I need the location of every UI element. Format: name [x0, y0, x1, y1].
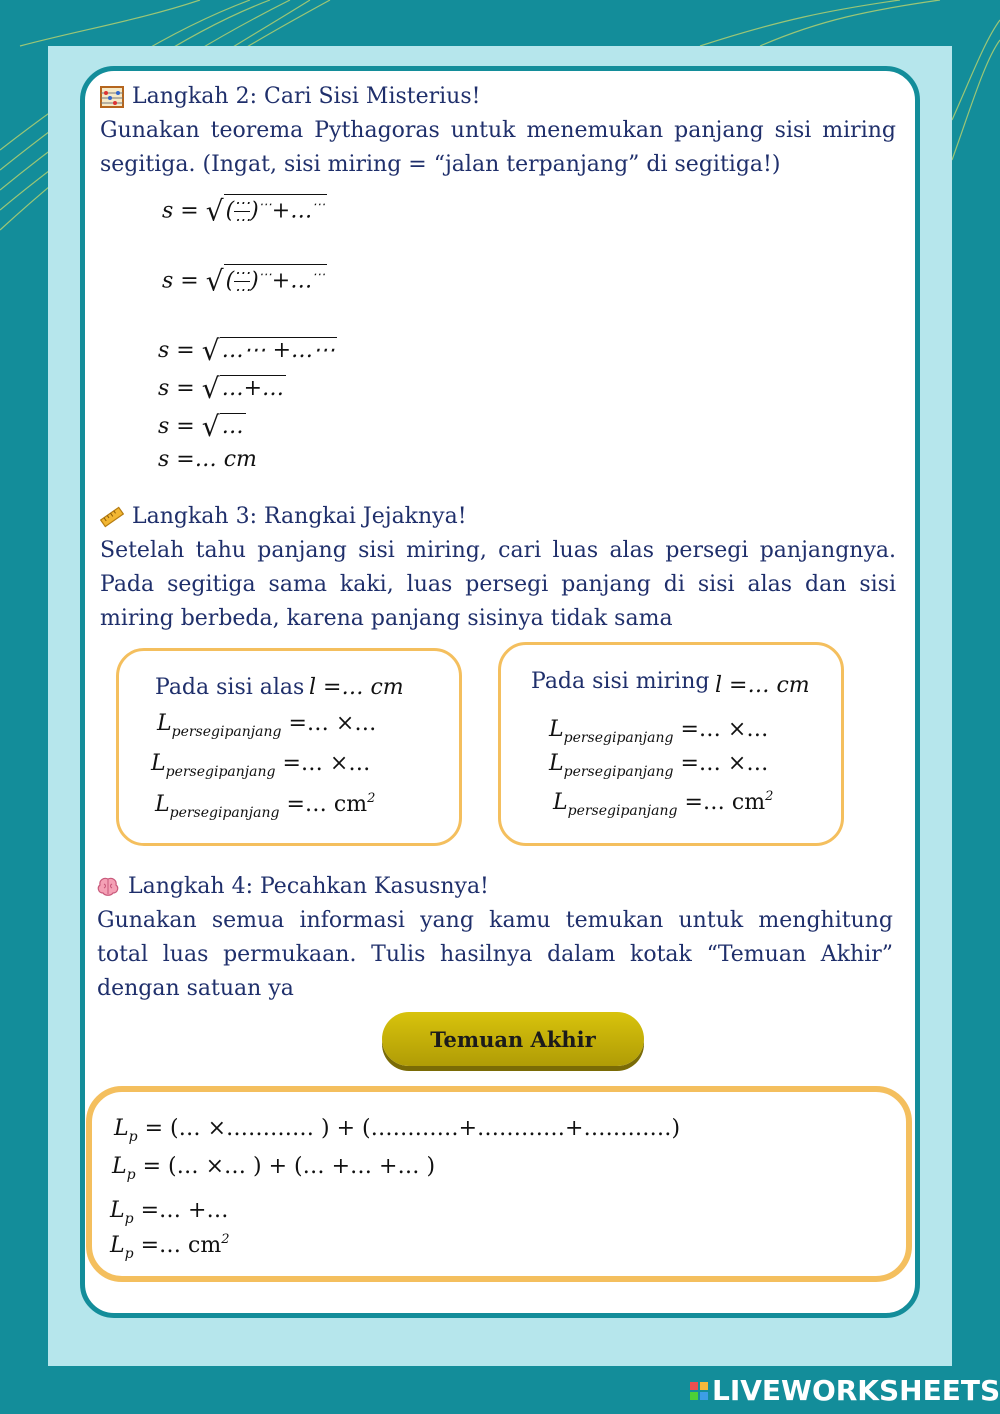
subscript: persegipanjang [563, 764, 674, 780]
eq-s-5: s = √… [158, 410, 244, 443]
brain-icon [96, 875, 120, 899]
box-right-length: l =… cm [715, 673, 810, 698]
box-left-line3-value: =… cm [286, 792, 368, 817]
step3-heading [100, 504, 467, 529]
box-right-label: Pada sisi miring [531, 669, 710, 694]
subscript: persegipanjang [165, 764, 276, 780]
final-line4: $L_p$ =… $cm^2$ [110, 1232, 230, 1262]
final-answer-box[interactable] [86, 1086, 912, 1282]
step4-title: Langkah 4: Pecahkan Kasusnya! [128, 874, 489, 899]
box-right-line1-value: =… ×… [680, 717, 769, 742]
step2-text: Gunakan teorema Pythagoras untuk menemukan panjang sisi miring segitiga. (Ingat, sisi miring = “jalan terpanjang” di segitiga!) [100, 118, 896, 177]
ruler-icon [100, 505, 124, 529]
abacus-icon [100, 85, 124, 109]
final-line3-value: =… +… [140, 1198, 229, 1223]
eq-s-4-radicand: …+… [221, 376, 285, 401]
subscript: persegipanjang [171, 724, 282, 740]
liveworksheets-logo [690, 1374, 1000, 1407]
box-left-line2: $L_{persegipanjang}$ =… ×… [151, 751, 371, 780]
box-left-line2-value: =… ×… [282, 751, 371, 776]
final-line4-value: =… cm [140, 1233, 222, 1258]
box-left-line3: $L_{persegipanjang}$ =… $cm^2$ [155, 791, 376, 821]
final-line3: $L_p$ =… +… [110, 1198, 229, 1227]
eq-s-3-radicand: …⋯ +…⋯ [221, 338, 336, 363]
step3-text: Setelah tahu panjang sisi miring, cari luas alas persegi panjangnya. Pada segitiga sama kaki, luas persegi panjang di sisi alas dan sisi miring berbeda, karena panjang sisinya tidak sama [100, 538, 896, 631]
eq-s-2: s = √( $\frac{\cdots}{\cdots}$ )⋯+…⋯ [162, 263, 326, 299]
subscript: persegipanjang [169, 805, 280, 821]
subscript: persegipanjang [567, 803, 678, 819]
box-right-line3: $L_{persegipanjang}$ =… $cm^2$ [553, 789, 774, 819]
step2-title: Langkah 2: Cari Sisi Misterius! [132, 84, 481, 109]
box-left-line1-value: =… ×… [288, 711, 377, 736]
box-sisi-alas [116, 648, 462, 846]
step4-text: Gunakan semua informasi yang kamu temukan untuk menghitung total luas permukaan. Tulis hasilnya dalam kotak “Temuan Akhir” dengan satuan ya [97, 908, 893, 1001]
step4-heading [96, 874, 489, 899]
eq-s-6: s =… cm [158, 447, 257, 472]
box-right-line3-value: =… cm [684, 790, 766, 815]
box-left-line1: $L_{persegipanjang}$ =… ×… [157, 711, 377, 740]
box-right-line2: $L_{persegipanjang}$ =… ×… [549, 751, 769, 780]
temuan-akhir-button[interactable]: Temuan Akhir [382, 1012, 644, 1066]
eq-s-3: s = √…⋯ +…⋯ [158, 334, 336, 367]
box-right-line2-value: =… ×… [680, 751, 769, 776]
subscript: persegipanjang [563, 730, 674, 746]
box-right-line1: $L_{persegipanjang}$ =… ×… [549, 717, 769, 746]
eq-s-1: s = √( $\frac{\cdots}{\cdots}$ )⋯+…⋯ [162, 193, 326, 229]
logo-icon [690, 1382, 708, 1400]
final-line1: $L_p$ = (… ×………… ) + (…………+…………+…………) [114, 1116, 681, 1145]
eq-s-4: s = √…+… [158, 372, 285, 405]
step3-title: Langkah 3: Rangkai Jejaknya! [132, 504, 467, 529]
box-left-label: Pada sisi alas [155, 675, 305, 700]
brand-text: LIVEWORKSHEETS [712, 1374, 1000, 1407]
final-line1-value: = (… ×………… ) + (…………+…………+…………) [144, 1116, 681, 1141]
box-sisi-miring [498, 642, 844, 846]
step2-heading [100, 84, 480, 109]
box-left-length: l =… cm [309, 675, 404, 700]
final-line2: $L_p$ = (… ×… ) + (… +… +… ) [112, 1154, 436, 1183]
eq-s-5-radicand: … [221, 414, 244, 439]
final-line2-value: = (… ×… ) + (… +… +… ) [142, 1154, 436, 1179]
